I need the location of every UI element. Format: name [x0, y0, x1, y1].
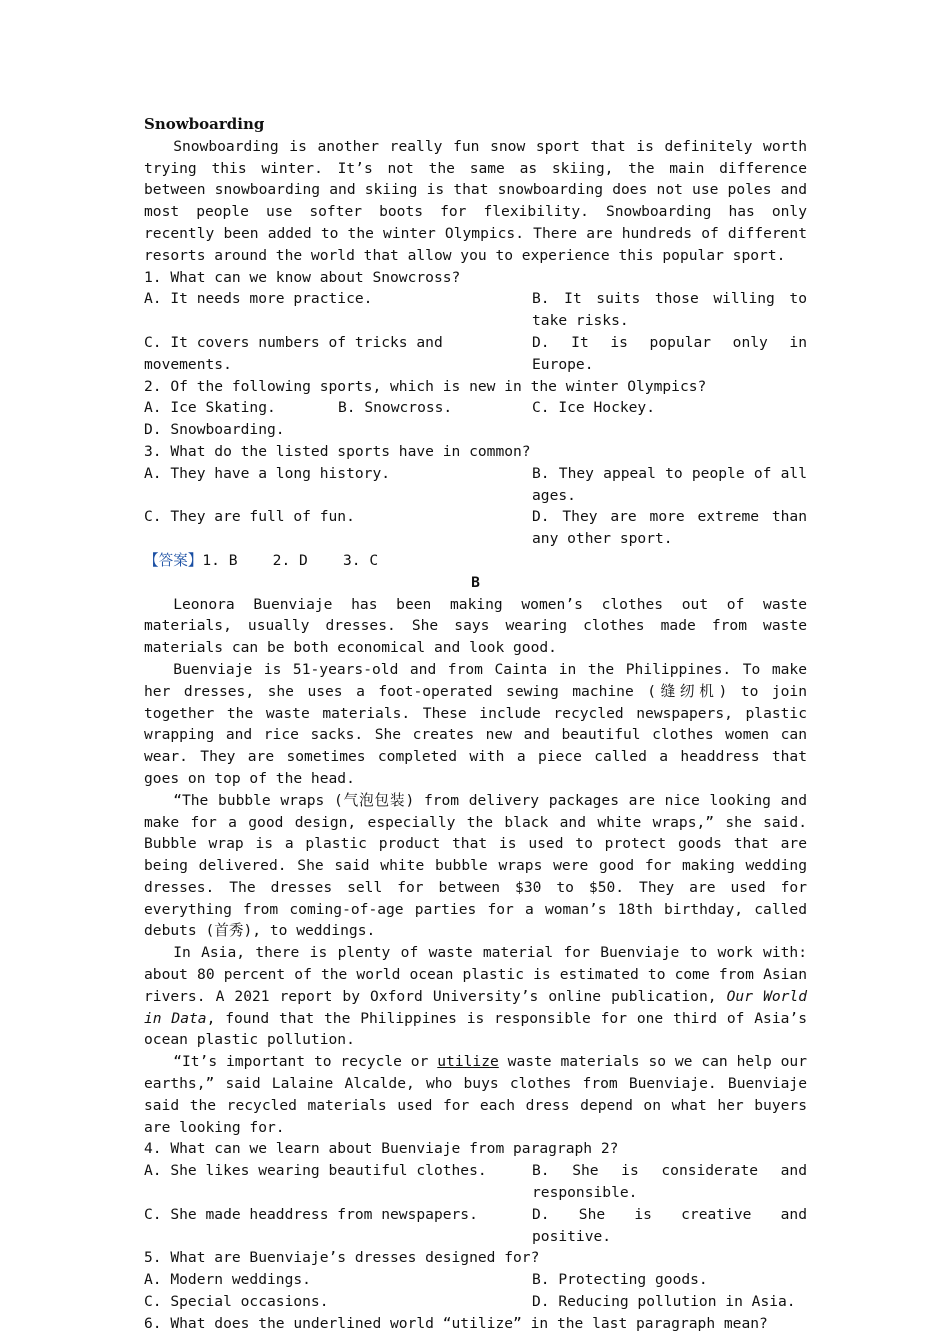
question-1-option-a: A. It needs more practice. — [144, 290, 373, 308]
question-1-option-c: C. It covers numbers of tricks and movements. — [144, 333, 443, 373]
answer-tag: 【答案】 — [144, 551, 203, 569]
passage-b-paragraph-5 — [144, 1051, 807, 1138]
question-5-option-b: B. Protecting goods. — [532, 1271, 708, 1289]
passage-a-heading: Snowboarding — [144, 115, 265, 133]
question-6-stem: 6. What does the underlined world “utilize” in the last paragraph mean? — [144, 1314, 768, 1332]
question-5-stem: 5. What are Buenviaje’s dresses designed for? — [144, 1249, 540, 1267]
passage-b-paragraph-1: Leonora Buenviaje has been making women’s clothes out of waste materials, usually dresses. She says wearing clothes made from waste materials can be both economical and look good. — [144, 595, 807, 657]
question-5-option-c: C. Special occasions. — [144, 1293, 329, 1311]
underlined-word: utilize — [437, 1053, 499, 1071]
passage-b-paragraph-2: Buenviaje is 51-years-old and from Cainta in the Philippines. To make her dresses, she uses a foot-operated sewing machine (缝纫机) to join together the waste materials. These include recycled newspapers, plastic wrapping and rice sacks. She creates new and beautiful clothes women can wear. They are sometimes completed with a piece called a headdress that goes on top of the head. — [144, 660, 807, 787]
question-3-option-c: C. They are full of fun. — [144, 508, 355, 526]
passage-a-paragraph: Snowboarding is another really fun snow sport that is definitely worth trying this winter. It’s not the same as skiing, the main difference between snowboarding and skiing is that snowboarding does not use poles and most people use softer boots for flexibility. Snowboarding has only recently been added to the winter Olympics. There are hundreds of different resorts around the world that allow you to experience this popular sport. — [144, 137, 807, 264]
question-3-option-a: A. They have a long history. — [144, 464, 391, 482]
question-1-option-d: D. It is popular only in Europe. — [532, 333, 807, 373]
answer-text: 1. B 2. D 3. C — [202, 551, 379, 569]
question-4-option-b: B. She is considerate and responsible. — [532, 1162, 807, 1202]
passage-b-heading: B — [471, 573, 480, 591]
answer-line — [144, 550, 807, 572]
question-5-option-d: D. Reducing pollution in Asia. — [532, 1293, 796, 1311]
question-2-option-a: A. Ice Skating. — [144, 399, 276, 417]
passage-b-paragraph-4 — [144, 942, 807, 1051]
passage-b-paragraph-3: “The bubble wraps (气泡包装) from delivery packages are nice looking and make for a good design, especially the black and white wraps,” she said. Bubble wrap is a plastic product that is used to protect goods that are being delivered. She said white bubble wraps were good for making wedding dresses. The dresses sell for between $30 to $50. They are used for everything from coming-of-age parties for a woman’s 18th birthday, called debuts (首秀), to weddings. — [144, 791, 807, 940]
publication-title: Our World in Data — [144, 987, 807, 1027]
question-2-stem: 2. Of the following sports, which is new in the winter Olympics? — [144, 377, 707, 395]
question-4-option-d: D. She is creative and positive. — [532, 1205, 807, 1245]
question-3-option-d: D. They are more extreme than any other sport. — [532, 508, 807, 548]
question-1-stem: 1. What can we know about Snowcross? — [144, 268, 461, 286]
question-2-option-b: B. Snowcross. — [338, 399, 453, 417]
p4-text-after: , found that the Philippines is responsible for one third of Asia’s ocean plastic pollution. — [144, 1009, 807, 1049]
p4-text-before: In Asia, there is plenty of waste material for Buenviaje to work with: about 80 percent of the world ocean plastic is estimated to come from Asian rivers. A 2021 report by Oxford University’s online publication, — [144, 944, 807, 1005]
question-5-option-a: A. Modern weddings. — [144, 1271, 311, 1289]
document-page — [144, 114, 807, 1335]
question-4-stem: 4. What can we learn about Buenviaje from paragraph 2? — [144, 1140, 619, 1158]
question-4-option-a: A. She likes wearing beautiful clothes. — [144, 1162, 487, 1180]
question-2-option-d: D. Snowboarding. — [144, 421, 285, 439]
question-3-option-b: B. They appeal to people of all ages. — [532, 464, 807, 504]
question-4-option-c: C. She made headdress from newspapers. — [144, 1205, 478, 1223]
question-2-option-c: C. Ice Hockey. — [532, 399, 656, 417]
p5-text-after: waste materials so we can help our earths,” said Lalaine Alcalde, who buys clothes from Buenviaje. Buenviaje said the recycled materials used for each dress depend on what her buyers are looking for. — [144, 1053, 807, 1136]
p5-text-before: “It’s important to recycle or — [173, 1053, 438, 1071]
question-1-option-b: B. It suits those willing to take risks. — [532, 290, 807, 330]
question-3-stem: 3. What do the listed sports have in common? — [144, 442, 531, 460]
